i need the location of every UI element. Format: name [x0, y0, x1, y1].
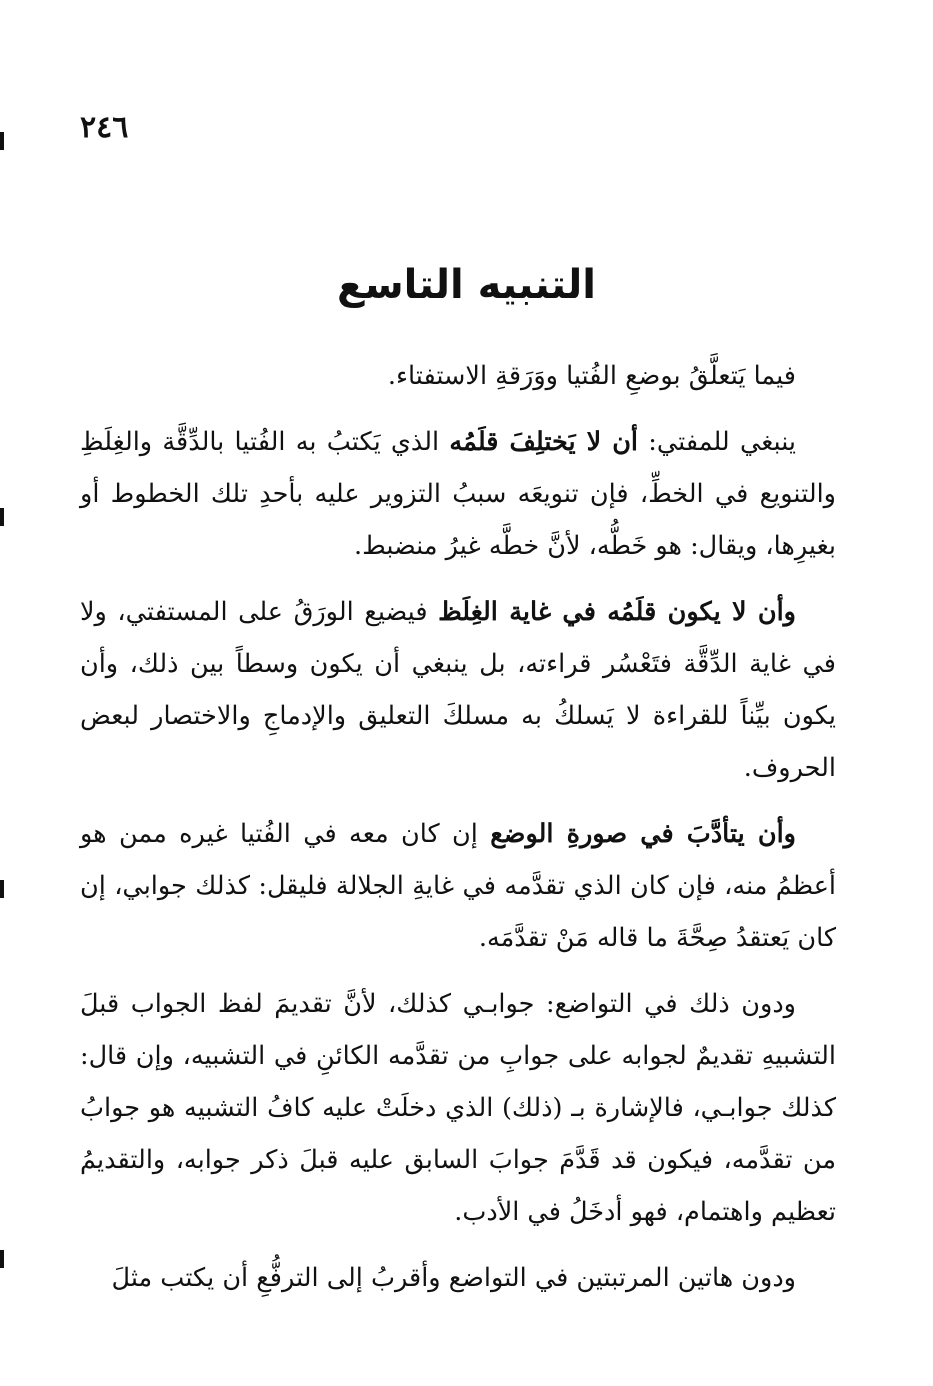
paragraph-text: ودون ذلك في التواضع: جوابـي كذلك، لأنَّ تقديمَ لفظ الجواب قبلَ التشبيهِ تقديمٌ لجوابه على جوابِ من تقدَّمه الكائنِ في التشبيه، وإن قال: كذلك جوابـي، فالإشارة بـ (ذلك) الذي دخلَتْ عليه كافُ التشبيه هو جوابُ من تقدَّمه، فيكون قد قَدَّمَ جوابَ السابق عليه قبلَ ذكر جوابه، والتقديمُ تعظيم واهتمام، فهو أدخَلُ في الأدب. [80, 989, 836, 1227]
paragraph-text: فيضيع الورَقُ على المستفتي، ولا في غاية الدِّقَّة فتَعْسُر قراءته، بل ينبغي أن يكون وسطاً بين ذلك، وأن يكون بيِّناً للقراءة لا يَسلكُ به مسلكَ التعليق والإدماجِ والاختصار لبعض الحروف. [80, 597, 836, 783]
paragraph-text: فيما يَتعلَّقُ بوضعِ الفُتيا ووَرَقةِ الاستفتاء. [387, 361, 796, 391]
paragraph-text: إن كان معه في الفُتيا غيره ممن هو أعظمُ منه، فإن كان الذي تقدَّمه في غايةِ الجلالة فليقل: كذلك جوابي، إن كان يَعتقدُ صِحَّةَ ما قاله مَنْ تقدَّمَه. [80, 819, 836, 953]
page-number: ٢٤٦ [80, 110, 129, 145]
paragraph-2 [80, 416, 836, 572]
paragraph-3 [80, 586, 836, 794]
body-text [80, 350, 836, 1318]
bold-phrase: وأن يتأدَّبَ في صورةِ الوضع [490, 819, 796, 849]
paragraph-4 [80, 808, 836, 964]
scan-edge-mark [0, 508, 4, 526]
paragraph-6 [80, 1252, 836, 1304]
scan-edge-mark [0, 1250, 4, 1268]
bold-phrase: أن لا يَختلِفَ قلَمُه [449, 427, 639, 457]
scan-edge-mark [0, 880, 4, 898]
paragraph-text: الذي يَكتبُ به الفُتيا بالدِّقَّة والغِلَظِ والتنويع في الخطِّ، فإن تنويعَه سببُ التزوير عليه بأحدِ تلك الخطوط أو بغيرِها، ويقال: هو خَطُّه، لأنَّ خطَّه غيرُ منضبط. [80, 427, 836, 561]
bold-phrase: وأن لا يكون قلَمُه في غاية الغِلَظ [438, 597, 797, 627]
paragraph-text: ينبغي للمفتي: [638, 427, 796, 457]
scan-edge-mark [0, 132, 4, 150]
paragraph-5 [80, 978, 836, 1238]
section-heading: التنبيه التاسع [337, 262, 596, 308]
paragraph-1 [80, 350, 836, 402]
paragraph-text: ودون هاتين المرتبتين في التواضع وأقربُ إلى الترفُّعِ أن يكتب مثلَ [111, 1263, 796, 1293]
